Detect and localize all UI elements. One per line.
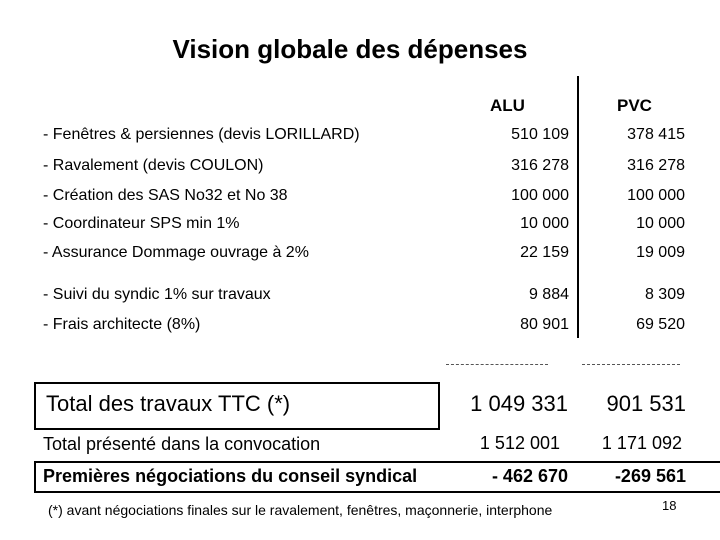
total-alu-value: 1 049 331	[470, 391, 568, 416]
expense-alu-value: 10 000	[520, 215, 569, 232]
expense-alu-value: 80 901	[520, 316, 569, 333]
page-title: Vision globale des dépenses	[172, 34, 528, 64]
expense-label: - Coordinateur SPS min 1%	[43, 215, 240, 232]
expense-row	[43, 157, 693, 181]
expense-row	[43, 316, 693, 340]
expense-label: - Suivi du syndic 1% sur travaux	[43, 286, 271, 303]
footnote: (*) avant négociations finales sur le ravalement, fenêtres, maçonnerie, interphone	[48, 502, 553, 518]
expense-alu-value: 316 278	[511, 157, 569, 174]
negotiation-alu-value: - 462 670	[491, 466, 568, 486]
convocation-alu-value: 1 512 001	[479, 433, 560, 453]
expense-alu-value: 510 109	[511, 126, 569, 143]
dashed-separator-alu	[446, 364, 548, 365]
negotiation-pvc-value: -269 561	[614, 466, 686, 486]
expense-label: - Ravalement (devis COULON)	[43, 157, 264, 174]
expense-alu-value: 22 159	[520, 244, 569, 261]
expense-row	[43, 187, 693, 211]
total-label: Total des travaux TTC (*)	[46, 391, 291, 416]
expense-row	[43, 215, 693, 239]
expense-label: - Assurance Dommage ouvrage à 2%	[43, 244, 309, 261]
total-pvc-value: 901 531	[606, 391, 686, 416]
expense-pvc-value: 100 000	[627, 187, 685, 204]
expense-row	[43, 286, 693, 310]
expense-pvc-value: 10 000	[636, 215, 685, 232]
expense-pvc-value: 378 415	[627, 126, 685, 143]
page-number: 18	[662, 498, 677, 513]
expense-label: - Création des SAS No32 et No 38	[43, 187, 288, 204]
convocation-label: Total présenté dans la convocation	[43, 434, 321, 454]
expense-alu-value: 9 884	[528, 286, 569, 303]
expense-pvc-value: 316 278	[627, 157, 685, 174]
expense-alu-value: 100 000	[511, 187, 569, 204]
convocation-pvc-value: 1 171 092	[601, 433, 682, 453]
expense-pvc-value: 69 520	[636, 316, 685, 333]
expense-label: - Fenêtres & persiennes (devis LORILLARD)	[43, 126, 360, 143]
expense-label: - Frais architecte (8%)	[43, 316, 201, 333]
expense-pvc-value: 19 009	[636, 244, 685, 261]
column-header-alu: ALU	[490, 96, 525, 115]
dashed-separator-pvc	[582, 364, 680, 365]
negotiation-label: Premières négociations du conseil syndical	[43, 466, 418, 486]
expense-pvc-value: 8 309	[644, 286, 685, 303]
expense-row	[43, 126, 693, 150]
column-header-pvc: PVC	[617, 96, 652, 115]
expense-row	[43, 244, 693, 268]
